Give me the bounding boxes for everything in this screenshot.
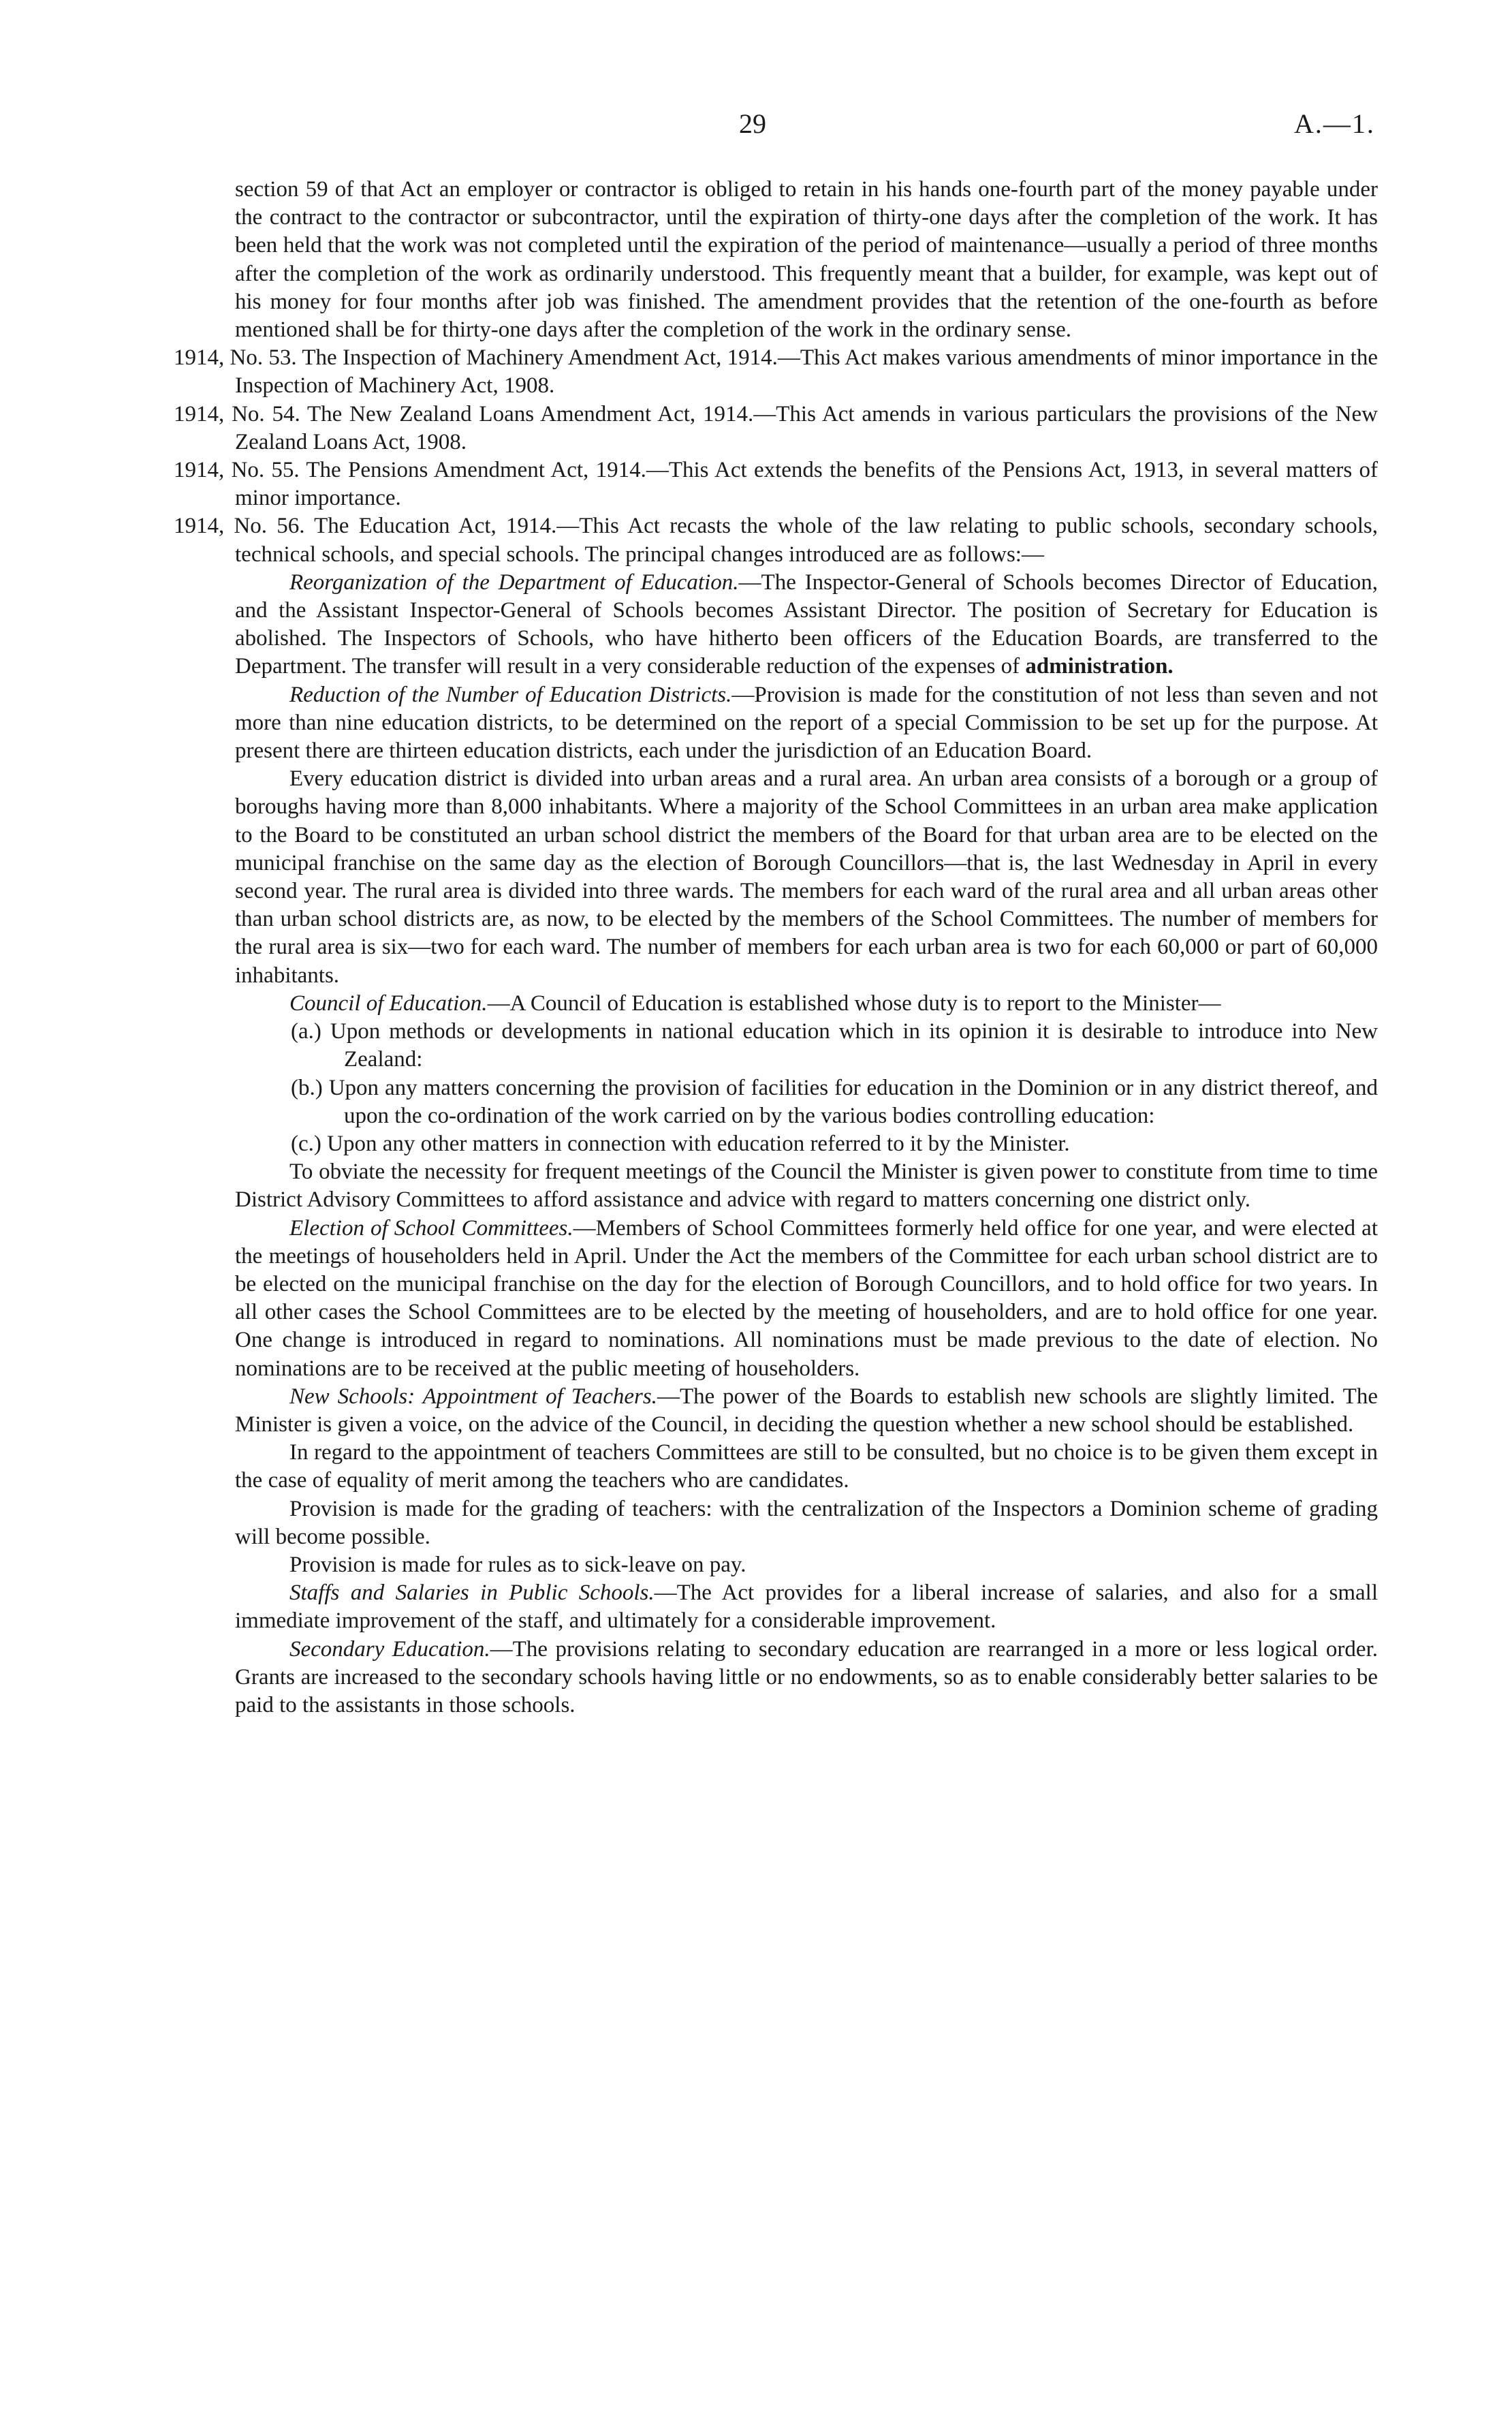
paragraph-grading: Provision is made for the grading of teachers: with the centralization of the Inspectors a Dominion scheme of grading will become possible. (235, 1496, 1378, 1549)
page-header (0, 108, 1512, 149)
page-body (174, 176, 1378, 1719)
act-1914-no-55: 1914, No. 55. The Pensions Amendment Act, 1914.—This Act extends the benefits of the Pensions Act, 1913, in several matters of minor importance. (174, 458, 1378, 511)
section-council (174, 990, 1378, 1018)
section-text-election: —Members of School Committees formerly held office for one year, and were elected at the meetings of householders held in April. Under the Act the members of the Committee for each urban school district are to be elected on the municipal franchise on the day for the election of Borough Councillors, and to hold office for two years. In all other cases the School Committees are to be elected by the meeting of householders, and are to hold office for one year. One change is introduced in regard to nominations. All nominations must be made previous to the date of election. No nominations are to be received at the public meeting of householders. (235, 1215, 1378, 1381)
section-text-staffs-salaries: —The Act provides for a liberal increase of salaries, and also for a small immediate improvement of the staff, and ultimately for a considerable improvement. (235, 1580, 1378, 1634)
list-label-c: (c.) (291, 1131, 321, 1156)
list-text-a: Upon methods or developments in national education which in its opinion it is desirable to introduce into New Zealand: (330, 1019, 1379, 1072)
list-label-a: (a.) (291, 1019, 321, 1044)
section-secondary-education (174, 1636, 1378, 1720)
list-item-b (174, 1074, 1378, 1130)
section-heading-secondary-education: Secondary Education. (289, 1636, 490, 1662)
act-1914-no-54: 1914, No. 54. The New Zealand Loans Amendment Act, 1914.—This Act amends in various particulars the provisions of the New Zealand Loans Act, 1908. (174, 401, 1378, 454)
list-item-a (174, 1018, 1378, 1074)
section-text-reorganization: —The Inspector-General of Schools becomes Director of Education, and the Assistant Inspector-General of Schools becomes Assistant Director. The position of Secretary for Education is abolished. The Inspectors of Schools, who have hitherto been officers of the Education Boards, are transferred to the Department. The transfer will result in a very considerable reduction of the expenses of (235, 570, 1378, 679)
paragraph-urban-areas: Every education district is divided into urban areas and a rural area. An urban area consists of a borough or a group of boroughs having more than 8,000 inhabitants. Where a majority of the School Committees in an urban area make application to the Board to be constituted an urban school district the members of the Board for that urban area are to be elected on the municipal franchise on the same day as the election of Borough Councillors—that is, the last Wednesday in April in every second year. The rural area is divided into three wards. The members for each ward of the rural area and all urban areas other than urban school districts are, as now, to be elected by the members of the School Committees. The number of members for the rural area is six—two for each ward. The number of members for each urban area is two for each 60,000 or part of 60,000 inhabitants. (235, 766, 1378, 988)
act-1914-no-56: 1914, No. 56. The Education Act, 1914.—This Act recasts the whole of the law relating to public schools, secondary schools, technical schools, and special schools. The principal changes introduced are as follows:— (174, 514, 1378, 567)
section-new-schools (174, 1383, 1378, 1439)
list-item-c (174, 1130, 1378, 1158)
section-heading-election: Election of School Committees. (289, 1215, 573, 1241)
act-1914-no-53: 1914, No. 53. The Inspection of Machinery Amendment Act, 1914.—This Act makes various amendments of minor importance in the Inspection of Machinery Act, 1908. (174, 345, 1378, 399)
list-label-b: (b.) (291, 1075, 323, 1100)
section-heading-reorganization: Reorganization of the Department of Education. (289, 570, 739, 595)
paragraph-sick-leave: Provision is made for rules as to sick-leave on pay. (289, 1552, 746, 1577)
section-heading-reduction: Reduction of the Number of Education Districts. (289, 682, 732, 707)
section-text-reduction: —Provision is made for the constitution of not less than seven and not more than nine education districts, to be determined on the report of a special Commission to be set up for the purpose. At present there are thirteen education districts, each under the jurisdiction of an Education Board. (235, 682, 1379, 764)
section-staffs-salaries (174, 1579, 1378, 1635)
paragraph-section-59: section 59 of that Act an employer or contractor is obliged to retain in his hands one-fourth part of the money payable under the contract to the contractor or subcontractor, until the expiration of thirty-one days after the completion of the work. It has been held that the work was not completed until the expiration of the period of maintenance—usually a period of three months after the completion of the work as ordinarily understood. This frequently meant that a builder, for example, was kept out of his money for four months after job was finished. The amendment provides that the retention of the one-fourth as before mentioned shall be for thirty-one days after the completion of the work in the ordinary sense. (235, 177, 1378, 343)
section-text-secondary-education: —The provisions relating to secondary education are rearranged in a more or less logical order. Grants are increased to the secondary schools having little or no endowments, so as to enable considerably better salaries to be paid to the assistants in those schools. (235, 1636, 1378, 1717)
page-number: 29 (739, 108, 766, 139)
section-heading-staffs-salaries: Staffs and Salaries in Public Schools. (289, 1580, 655, 1606)
section-text-new-schools: —The power of the Boards to establish new schools are slightly limited. The Minister is given a voice, on the advice of the Council, in deciding the question whether a new school should be established. (235, 1384, 1378, 1437)
section-heading-council: Council of Education. (289, 991, 488, 1016)
document-reference: A.—1. (1294, 108, 1375, 139)
paragraph-appointment: In regard to the appointment of teachers Committees are still to be consulted, but no choice is to be given them except in the case of equality of merit among the teachers who are candidates. (235, 1440, 1378, 1493)
list-text-b: Upon any matters concerning the provision of facilities for education in the Dominion or in any district thereof, and upon the co-ordination of the work carried on by the various bodies controlling education: (328, 1075, 1378, 1128)
section-heading-new-schools: New Schools: Appointment of Teachers. (289, 1384, 657, 1409)
paragraph-advisory-committees: To obviate the necessity for frequent meetings of the Council the Minister is given power to constitute from time to time District Advisory Committees to afford assistance and advice with regard to matters concerning one district only. (235, 1159, 1378, 1213)
section-reorganization (174, 569, 1378, 681)
section-election (174, 1215, 1378, 1383)
section-reduction (174, 681, 1378, 766)
list-text-c: Upon any other matters in connection with education referred to it by the Minister. (327, 1131, 1070, 1156)
section-text-council: —A Council of Education is established whose duty is to report to the Minister— (487, 991, 1221, 1016)
section-text-reorganization-tail: administration. (1025, 654, 1174, 679)
